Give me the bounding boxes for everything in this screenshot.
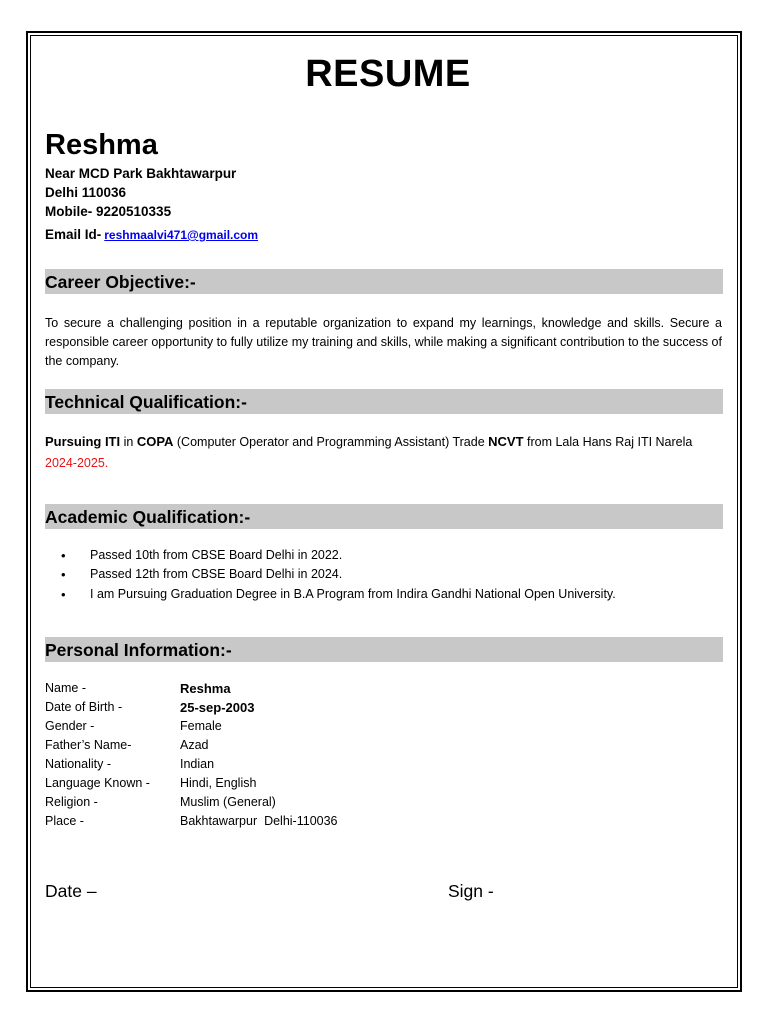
address-line-2: Delhi 110036 [45,185,127,200]
section-academic-qualification: Academic Qualification:- [45,504,723,529]
personal-info-table [45,681,722,833]
table-row [45,757,722,776]
bullet-icon: • [61,586,66,602]
academic-item: I am Pursuing Graduation Degree in B.A Program from Indira Gandhi National Open University. [90,586,616,601]
email-line [45,227,258,242]
pi-value: Bakhtawarpur Delhi-110036 [180,814,338,828]
pi-label: Father’s Name- [45,738,132,752]
table-row [45,700,722,719]
pi-label: Language Known - [45,776,150,790]
date-label: Date – [45,881,97,901]
pi-label: Religion - [45,795,98,809]
pi-label: Nationality - [45,757,111,771]
sign-label: Sign - [448,881,494,901]
email-link[interactable]: reshmaalvi471@gmail.com [104,228,259,242]
list-item [45,548,722,567]
academic-item: Passed 12th from CBSE Board Delhi in 2024. [90,567,343,582]
pi-value: Female [180,719,222,733]
copa-full: (Computer Operator and Programming Assistant) Trade [173,435,489,449]
pi-label: Gender - [45,719,95,733]
bullet-icon: • [61,548,66,563]
pi-value: 25-sep-2003 [180,700,255,715]
mobile-number: Mobile- 9220510335 [45,204,172,219]
tech-from: from Lala Hans Raj ITI Narela [523,435,693,449]
list-item [45,567,722,586]
table-row [45,719,722,738]
academic-list [45,548,722,606]
pi-value: Muslim (General) [180,795,276,809]
pi-label: Name - [45,681,86,695]
section-career-objective: Career Objective:- [45,269,723,294]
candidate-name: Reshma [45,129,158,161]
pi-value: Indian [180,757,215,771]
pi-value: Hindi, English [180,776,257,790]
pi-value: Azad [180,738,209,752]
address-line-1: Near MCD Park Bakhtawarpur [45,166,237,181]
table-row [45,738,722,757]
career-objective-text: To secure a challenging position in a reputable organization to expand my learnings, knowledge and skills. Secure a responsible career opportunity to fully utilize my training and skills, while making a significant contribution to the success of the company. [45,316,722,368]
table-row [45,814,722,833]
academic-item: Passed 10th from CBSE Board Delhi in 2022. [90,548,343,562]
pi-label: Date of Birth - [45,700,123,714]
email-label: Email Id- [45,227,102,242]
pi-label: Place - [45,814,84,828]
tech-years: 2024-2025. [45,456,109,470]
copa: COPA [136,434,174,449]
technical-qualification-text [45,431,722,474]
pi-value: Reshma [180,681,231,696]
bullet-icon: • [61,567,66,583]
pursuing-iti: Pursuing ITI [45,434,121,449]
table-row [45,681,722,700]
ncvt: NCVT [488,434,524,449]
section-technical-qualification: Technical Qualification:- [45,389,723,414]
table-row [45,776,722,795]
document-title: RESUME [305,53,471,95]
table-row [45,795,722,814]
tech-in: in [120,435,137,449]
list-item [45,587,722,606]
section-personal-information: Personal Information:- [45,637,723,662]
